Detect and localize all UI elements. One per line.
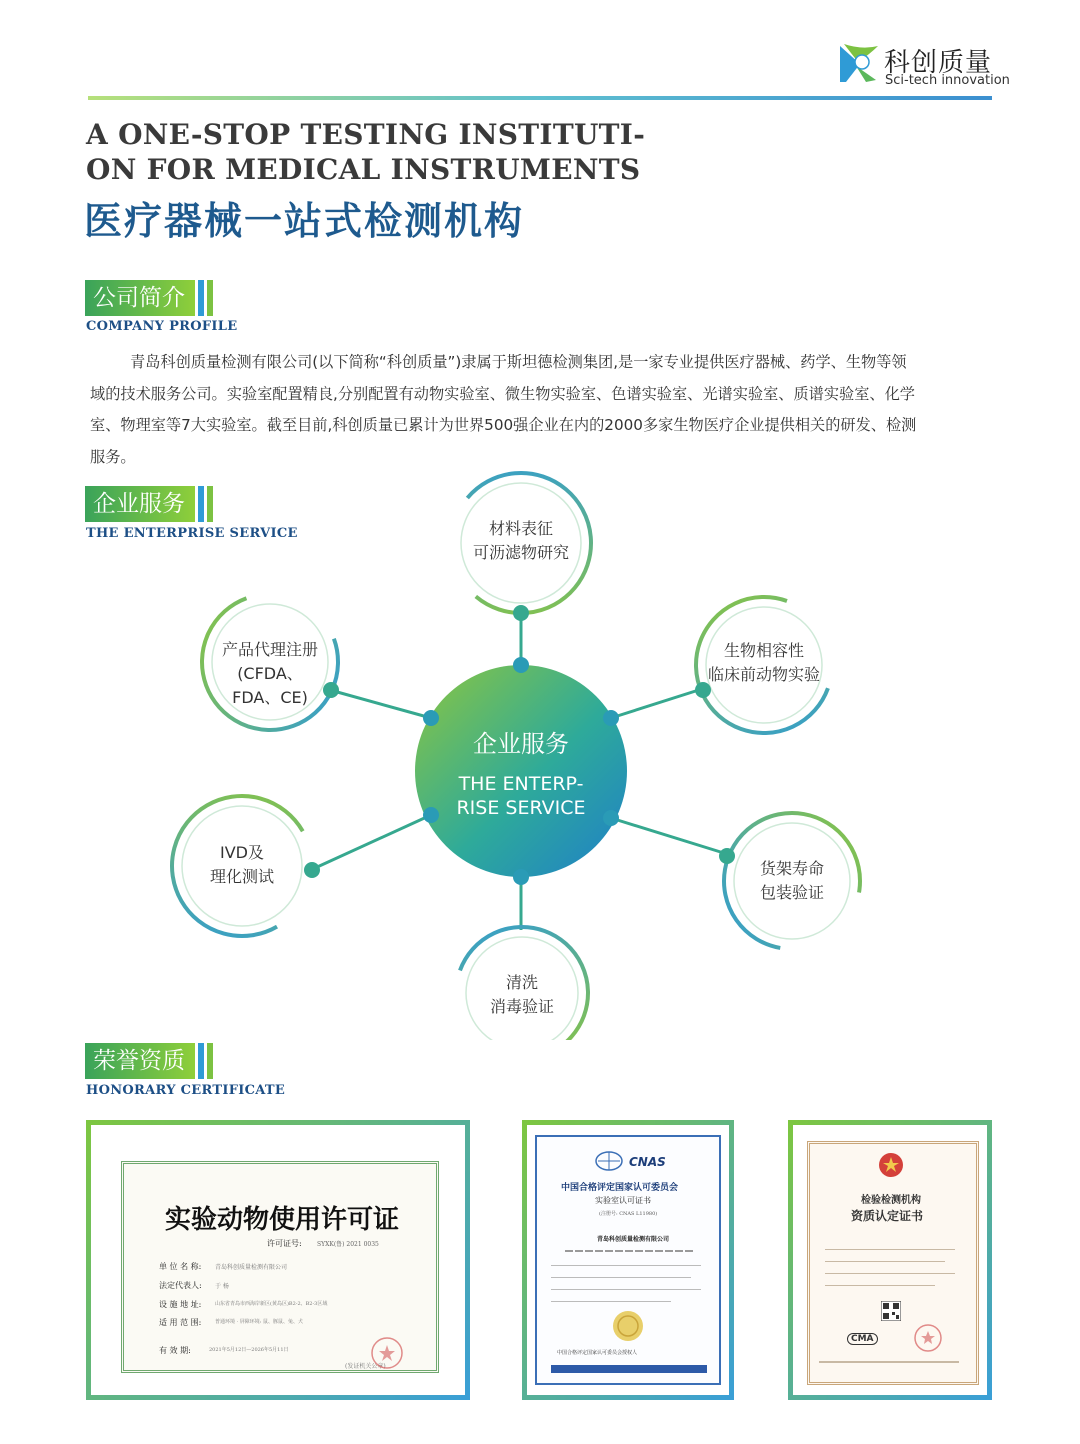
official-seal-icon bbox=[913, 1323, 943, 1353]
cert-text-lines bbox=[819, 1361, 959, 1363]
cert-text-lines bbox=[551, 1289, 701, 1290]
cert-text-lines bbox=[825, 1261, 945, 1262]
section-label-honor-en: HONORARY CERTIFICATE bbox=[86, 1083, 286, 1098]
cert-number: (注册号: CNAS L11980) bbox=[599, 1211, 658, 1217]
certificate-title: 实验动物使用许可证 bbox=[165, 1205, 400, 1235]
cert-text-lines bbox=[551, 1277, 691, 1278]
cert-row-value: 青岛科创质量检测有限公司 bbox=[215, 1264, 288, 1271]
cert-row-value: 山东省青岛市西海岸新区(黄岛区)B2-2、B2-3区域 bbox=[215, 1301, 328, 1307]
section-label-honor: 荣誉资质 bbox=[85, 1043, 195, 1079]
node-label: 临床前动物实验 bbox=[707, 665, 821, 684]
node-label: FDA、CE) bbox=[232, 688, 308, 707]
cert-row-label: 适 用 范 围: bbox=[159, 1318, 202, 1327]
cert-row-label: 法定代表人: bbox=[159, 1281, 202, 1290]
service-diagram bbox=[0, 460, 1080, 1040]
section-label-service-en: THE ENTERPRISE SERVICE bbox=[86, 526, 298, 541]
title-en-line2: ON FOR MEDICAL INSTRUMENTS bbox=[86, 153, 641, 186]
certificate-title-line1: 检验检测机构 bbox=[861, 1195, 921, 1206]
certificate-cma bbox=[788, 1120, 992, 1400]
cert-row-value: 于 杨 bbox=[215, 1283, 229, 1290]
node-label: 消毒验证 bbox=[489, 997, 555, 1016]
profile-paragraph-line: 青岛科创质量检测有限公司(以下简称“科创质量”)隶属于斯坦德检测集团,是一家专业提供医疗器械、药学、生物等领 bbox=[130, 353, 907, 371]
section-label-service: 企业服务 bbox=[85, 486, 195, 522]
gold-seal-icon bbox=[611, 1309, 645, 1343]
logo-name-cn: 科创质量 bbox=[884, 48, 993, 78]
cert-text-lines bbox=[825, 1249, 955, 1250]
cma-mark: CMA bbox=[847, 1333, 878, 1345]
header-divider bbox=[88, 96, 992, 100]
center-subtitle-line2: RISE SERVICE bbox=[456, 797, 586, 819]
page-title: 医疗器械一站式检测机构 bbox=[84, 199, 525, 243]
ilac-logo-icon bbox=[595, 1151, 623, 1171]
cert-text-lines bbox=[551, 1301, 671, 1302]
certificate-cnas bbox=[522, 1120, 734, 1400]
cert-text-lines bbox=[825, 1285, 935, 1286]
profile-paragraph-line: 服务。 bbox=[90, 448, 136, 466]
section-label-profile-en: COMPANY PROFILE bbox=[86, 319, 238, 334]
license-label: 许可证号: bbox=[267, 1239, 302, 1248]
national-emblem-icon bbox=[877, 1151, 905, 1179]
center-subtitle-line1: THE ENTERP- bbox=[458, 773, 584, 795]
company-logo bbox=[836, 40, 882, 86]
service-node-materials bbox=[422, 460, 619, 642]
node-label: 可沥滤物研究 bbox=[472, 543, 570, 562]
service-node-biocompatibility bbox=[677, 578, 851, 752]
certificate-title: 实验室认可证书 bbox=[595, 1196, 651, 1205]
cert-text-lines bbox=[825, 1273, 955, 1274]
center-title: 企业服务 bbox=[473, 730, 569, 758]
cert-row-value: 2021年5月12日—2026年5月11日 bbox=[209, 1347, 289, 1353]
title-en-line1: A ONE-STOP TESTING INSTITUTI- bbox=[86, 118, 646, 151]
profile-paragraph-line: 域的技术服务公司。实验室配置精良,分别配置有动物实验室、微生物实验室、色谱实验室、光谱实验室、质谱实验室、化学 bbox=[90, 385, 915, 403]
node-label: 材料表征 bbox=[488, 519, 554, 538]
section-label-profile: 公司简介 bbox=[85, 280, 195, 316]
node-label: (CFDA、 bbox=[237, 664, 303, 683]
cert-row-label: 有 效 期: bbox=[159, 1346, 191, 1355]
node-label: 产品代理注册 bbox=[221, 640, 319, 659]
section-bars-icon bbox=[198, 1043, 218, 1079]
qr-code-icon bbox=[881, 1301, 901, 1321]
service-node-registration bbox=[183, 575, 357, 749]
profile-paragraph-line: 室、物理室等7大实验室。截至目前,科创质量已累计为世界500强企业在内的2000多家生物医疗企业提供相关的研发、检测 bbox=[90, 416, 917, 434]
license-number: SYXK(鲁) 2021 0035 bbox=[317, 1241, 379, 1248]
cert-text-lines bbox=[551, 1265, 701, 1266]
node-label: 货架寿命 bbox=[759, 859, 825, 878]
service-node-ivd bbox=[146, 770, 337, 961]
node-label: 清洗 bbox=[505, 973, 539, 992]
cert-company: 青岛科创质量检测有限公司 bbox=[597, 1236, 670, 1243]
certificate-inner-border bbox=[535, 1135, 721, 1385]
cert-issuer-org: 中国合格评定国家认可委员会 bbox=[561, 1183, 679, 1193]
cert-row-label: 设 施 地 址: bbox=[159, 1300, 202, 1309]
official-seal-icon bbox=[369, 1335, 405, 1371]
service-node-cleaning bbox=[437, 908, 606, 1040]
node-label: 生物相容性 bbox=[723, 641, 805, 660]
cert-bottom-band bbox=[551, 1365, 707, 1373]
issuer-note: (发证机关公章) bbox=[345, 1363, 386, 1370]
certificate-title-line2: 资质认定证书 bbox=[851, 1209, 924, 1223]
cert-footer: 中国合格评定国家认可委员会授权人 bbox=[557, 1350, 638, 1356]
logo-name-en: Sci-tech innovation bbox=[885, 73, 1010, 88]
section-bars-icon bbox=[198, 280, 218, 316]
service-node-shelf-life bbox=[713, 802, 871, 960]
node-label: IVD及 bbox=[220, 843, 264, 862]
cert-text-lines bbox=[565, 1250, 695, 1252]
cert-row-value: 普通环境 · 屏障环境: 鼠、豚鼠、兔、犬 bbox=[215, 1319, 304, 1325]
service-center-node bbox=[415, 665, 627, 877]
cert-row-label: 单 位 名 称: bbox=[159, 1262, 202, 1271]
cnas-logo: CNAS bbox=[629, 1155, 666, 1169]
node-label: 理化测试 bbox=[209, 867, 275, 886]
node-label: 包装验证 bbox=[759, 883, 825, 902]
certificate-animal-license bbox=[86, 1120, 470, 1400]
